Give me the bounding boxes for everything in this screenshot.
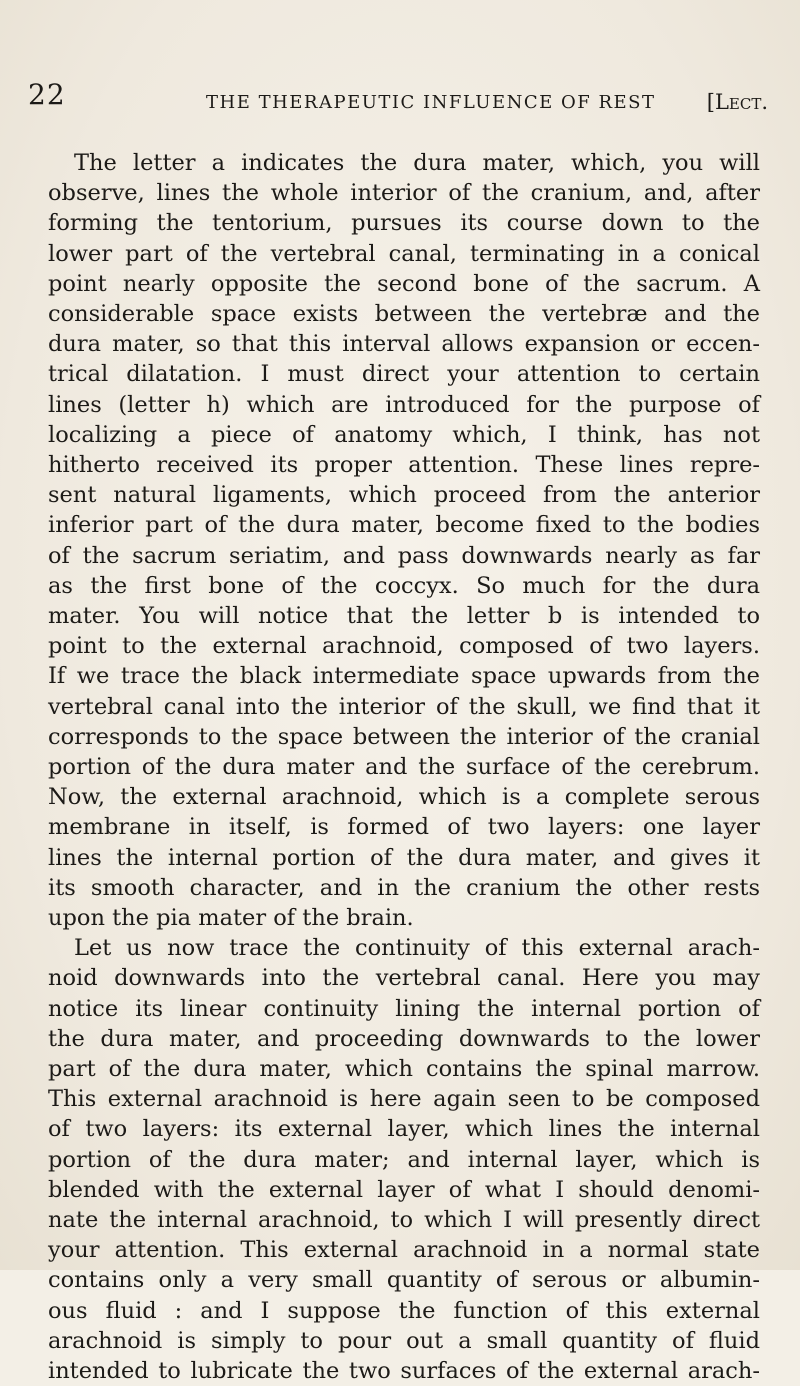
text-line: notice its linear continuity lining the internal portion of bbox=[48, 995, 760, 1022]
text-line: This external arachnoid is here again seen to be composed bbox=[48, 1086, 760, 1113]
text-line: upon the pia mater of the brain. bbox=[48, 905, 414, 931]
text-line: mater. You will notice that the letter b is intended to bbox=[48, 603, 760, 629]
text-line: forming the tentorium, pursues its course down to the bbox=[48, 210, 760, 237]
text-line: trical dilatation. I must direct your attention to certain bbox=[48, 361, 760, 388]
text-line: vertebral canal into the interior of the skull, we find that it bbox=[48, 693, 760, 720]
text-line: dura mater, so that this interval allows expansion or eccen- bbox=[48, 331, 760, 358]
text-line: your attention. This external arachnoid in a normal state bbox=[48, 1237, 760, 1264]
text-line: point nearly opposite the second bone of the sacrum. A bbox=[48, 270, 760, 297]
text-line: of the sacrum seriatim, and pass downwards nearly as far bbox=[48, 542, 760, 569]
text-line: The letter a indicates the dura mater, which, you will bbox=[74, 150, 760, 176]
page-header bbox=[28, 78, 768, 122]
text-line: portion of the dura mater and the surface of the cerebrum. bbox=[48, 754, 760, 780]
text-line: Now, the external arachnoid, which is a complete serous bbox=[48, 784, 760, 811]
text-line: localizing a piece of anatomy which, I think, has not bbox=[48, 421, 760, 448]
text-line: ous fluid : and I suppose the function of this external bbox=[48, 1297, 760, 1324]
text-line: lines (letter h) which are introduced for the purpose of bbox=[48, 391, 760, 418]
text-line: hitherto received its proper attention. These lines repre- bbox=[48, 452, 760, 478]
text-line: Let us now trace the continuity of this external arach- bbox=[74, 935, 760, 962]
text-line: inferior part of the dura mater, become fixed to the bodies bbox=[48, 512, 760, 539]
running-title: THE THERAPEUTIC INFLUENCE OF REST bbox=[206, 92, 656, 113]
text-line: nate the internal arachnoid, to which I will presently direct bbox=[48, 1207, 760, 1233]
text-line: blended with the external layer of what I should denomi- bbox=[48, 1176, 760, 1203]
text-line: its smooth character, and in the cranium the other rests bbox=[48, 874, 760, 901]
text-line: part of the dura mater, which contains the spinal marrow. bbox=[48, 1056, 760, 1082]
text-line: arachnoid is simply to pour out a small quantity of fluid bbox=[48, 1327, 760, 1354]
text-line: portion of the dura mater; and internal layer, which is bbox=[48, 1146, 760, 1173]
text-line: lines the internal portion of the dura mater, and gives it bbox=[48, 844, 760, 871]
text-line: sent natural ligaments, which proceed from the anterior bbox=[48, 482, 760, 509]
section-label: [Lect. bbox=[706, 90, 768, 114]
text-line: point to the external arachnoid, composed of two layers. bbox=[48, 633, 760, 660]
text-line: of two layers: its external layer, which lines the internal bbox=[48, 1116, 760, 1143]
text-line: the dura mater, and proceeding downwards to the lower bbox=[48, 1025, 760, 1052]
page-number: 22 bbox=[28, 78, 66, 111]
text-line: contains only a very small quantity of serous or albumin- bbox=[48, 1267, 760, 1294]
text-line: If we trace the black intermediate space upwards from the bbox=[48, 663, 760, 690]
text-line: observe, lines the whole interior of the cranium, and, after bbox=[48, 180, 760, 207]
text-line: membrane in itself, is formed of two layers: one layer bbox=[48, 814, 760, 841]
text-line: considerable space exists between the vertebræ and the bbox=[48, 301, 760, 327]
text-line: as the first bone of the coccyx. So much for the dura bbox=[48, 572, 760, 599]
text-line: intended to lubricate the two surfaces of the external arach- bbox=[48, 1358, 760, 1384]
text-line: lower part of the vertebral canal, terminating in a conical bbox=[48, 240, 760, 267]
text-line: corresponds to the space between the interior of the cranial bbox=[48, 723, 760, 750]
text-line: noid downwards into the vertebral canal. Here you may bbox=[48, 965, 760, 992]
